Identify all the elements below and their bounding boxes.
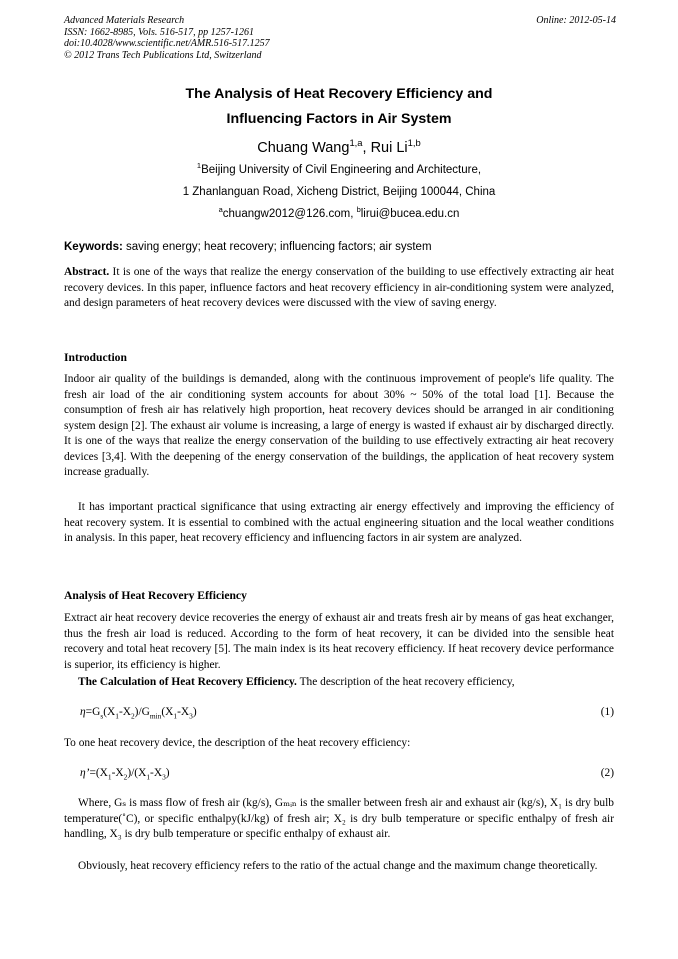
abstract bbox=[64, 265, 614, 312]
eta-symbol: η bbox=[80, 706, 86, 718]
title-line-2: Influencing Factors in Air System bbox=[226, 111, 452, 127]
where-paragraph: Where, Gₛ is mass flow of fresh air (kg/s), Gₘᵢₙ is the smaller between fresh air and exhaust air (kg/s), X₁ is dry bulb temperature(˚C), or specific enthalpy(kJ/kg) of fresh air; X₂ is dry bulb temperature or specific enthalpy of fresh air handling, X₃ is dry bulb temperature or specific enthalpy of exhaust air. bbox=[64, 797, 614, 840]
email-a-sup: a bbox=[218, 205, 223, 215]
eta-prime-symbol: η’ bbox=[80, 767, 90, 779]
copyright-line: © 2012 Trans Tech Publications Ltd, Switzerland bbox=[64, 49, 262, 61]
title-line-1: The Analysis of Heat Recovery Efficiency and bbox=[185, 86, 493, 102]
abstract-text: It is one of the ways that realize the energy conservation of the building to use effectively extracting air heat recovery devices. In this paper, influence factors and heat recovery efficiency in air-conditioning system were analyzed, and design parameters of heat recovery devices were discussed with the view of saving energy. bbox=[64, 266, 614, 309]
eq2-sub: 3 bbox=[162, 772, 166, 782]
author-1: Chuang Wang bbox=[257, 140, 350, 156]
equation-2-formula bbox=[80, 766, 170, 781]
eq1-part: )/G bbox=[134, 706, 150, 718]
calculation-label: The Calculation of Heat Recovery Efficiency. bbox=[78, 676, 297, 688]
eq1-part: =G bbox=[85, 706, 101, 718]
eq1-sub: 1 bbox=[173, 711, 178, 721]
equation-1-number: (1) bbox=[600, 706, 614, 718]
eq1-sub: 1 bbox=[115, 711, 119, 721]
keywords-label: Keywords: bbox=[64, 241, 123, 253]
eq2-part: -X bbox=[150, 767, 163, 779]
calculation-paragraph bbox=[64, 675, 614, 691]
email-a: chuangw2012@126.com bbox=[222, 208, 351, 220]
device-paragraph: To one heat recovery device, the description of the heat recovery efficiency: bbox=[64, 737, 411, 749]
equation-2-number: (2) bbox=[600, 767, 614, 779]
analysis-heading: Analysis of Heat Recovery Efficiency bbox=[64, 589, 247, 602]
eq1-part: -X bbox=[177, 706, 190, 718]
keywords bbox=[64, 240, 616, 254]
introduction-paragraph-2: It has important practical significance that using extracting air energy effectively and improving the efficiency of heat recovery system. It is essential to combined with the actual engineering situation and the local weather conditions in analysis. In this paper, heat recovery efficiency and influencing factors in air system are analyzed. bbox=[64, 501, 614, 544]
eq2-sub: 2 bbox=[123, 772, 128, 782]
journal-name: Advanced Materials Research bbox=[64, 15, 185, 26]
eq2-sub: 1 bbox=[146, 772, 151, 782]
equation-1-formula bbox=[80, 705, 197, 720]
eq1-sub: min bbox=[149, 711, 162, 721]
affiliation-institution: Beijing University of Civil Engineering and Architecture, bbox=[201, 164, 482, 176]
affiliation-line-1 bbox=[64, 163, 614, 177]
eq1-part: ) bbox=[192, 706, 197, 718]
eq2-part: ) bbox=[165, 767, 170, 779]
email-separator: , bbox=[350, 208, 357, 220]
email-b-sup: b bbox=[356, 205, 361, 215]
introduction-paragraph-1: Indoor air quality of the buildings is demanded, along with the continuous improvement of people's life quality. The fresh air load of the air conditioning system accounts for about 30% ~ 50% of the total load [1]. Because the consumption of fresh air has relatively high proportion, heat recovery devices should be arranged in air conditioning system design [2]. The exhaust air volume is increasing, a large of energy is wasted if exhaust air by discharged directly. It is one of the ways that realize the energy conservation of the building to use effectively extracting air heat recovery devices [3,4]. With the deepening of the energy conservation of the buildings, the application of heat recovery system increase gradually. bbox=[64, 373, 614, 478]
author-2-sup: 1,b bbox=[407, 137, 421, 149]
author-1-sup: 1,a bbox=[349, 137, 363, 149]
abstract-label: Abstract. bbox=[64, 266, 110, 278]
eq1-sub: s bbox=[100, 711, 104, 721]
email-b: lirui@bucea.edu.cn bbox=[360, 208, 460, 220]
author-line bbox=[64, 139, 614, 157]
obviously-paragraph: Obviously, heat recovery efficiency refers to the ratio of the actual change and the maximum change theoretically. bbox=[78, 860, 598, 872]
doi-line: doi:10.4028/www.scientific.net/AMR.516-517.1257 bbox=[64, 38, 270, 49]
eq2-sub: 1 bbox=[107, 772, 112, 782]
eq2-part: -X bbox=[111, 767, 124, 779]
eq1-part: (X bbox=[161, 706, 174, 718]
eq1-sub: 2 bbox=[130, 711, 135, 721]
eq1-part: -X bbox=[118, 706, 131, 718]
affiliation-sup: 1 bbox=[196, 161, 202, 171]
affiliation-line-2: 1 Zhanlanguan Road, Xicheng District, Beijing 100044, China bbox=[182, 186, 496, 198]
email-line bbox=[64, 207, 614, 221]
eq1-part: (X bbox=[103, 706, 116, 718]
author-separator: , bbox=[362, 140, 371, 156]
eq2-part: )/(X bbox=[127, 767, 147, 779]
calculation-text: The description of the heat recovery efficiency, bbox=[296, 676, 515, 688]
eq1-sub: 3 bbox=[189, 711, 193, 721]
introduction-heading: Introduction bbox=[64, 351, 127, 364]
author-2: Rui Li bbox=[370, 140, 408, 156]
analysis-paragraph-1: Extract air heat recovery device recoveries the energy of exhaust air and treats fresh air by means of gas heat exchanger, thus the fresh air load is reduced. According to the form of heat recovery, it can be divided into the sensible heat recovery and total heat recovery [5]. The main index is its heat recovery efficiency. If heat recovery device performance is superior, its efficiency is higher. bbox=[64, 612, 614, 671]
online-date: Online: 2012-05-14 bbox=[536, 15, 616, 26]
running-header bbox=[64, 15, 616, 61]
paper-title bbox=[64, 82, 614, 132]
issn-line: ISSN: 1662-8985, Vols. 516-517, pp 1257-1261 bbox=[64, 26, 254, 38]
keywords-text: saving energy; heat recovery; influencing factors; air system bbox=[122, 241, 432, 253]
eq2-part: =(X bbox=[89, 767, 108, 779]
